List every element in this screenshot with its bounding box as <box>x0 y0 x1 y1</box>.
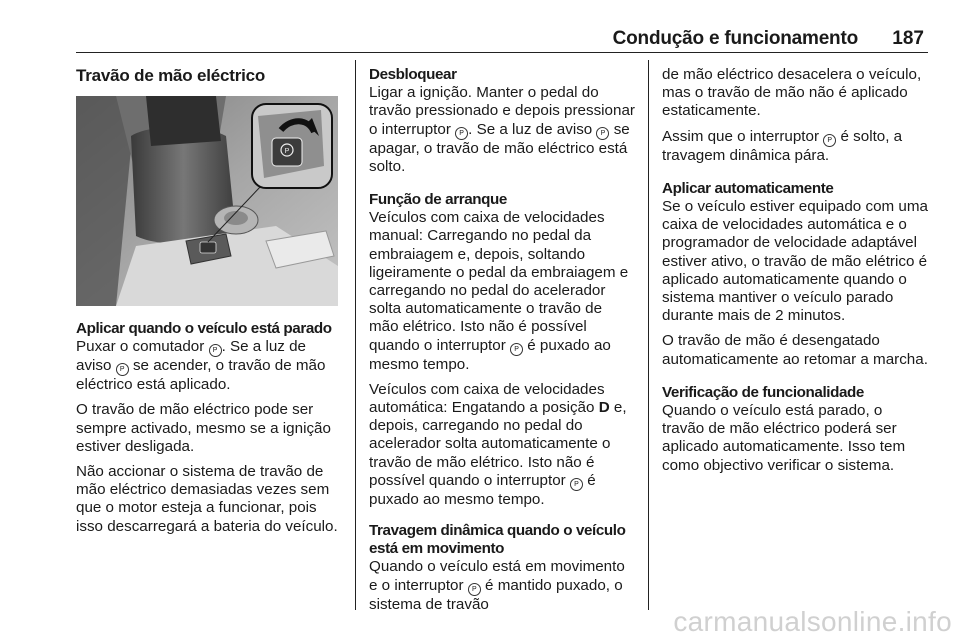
page-number: 187 <box>892 28 924 49</box>
heading-start-function: Função de arranque <box>369 191 507 209</box>
parking-brake-icon: P <box>510 343 523 356</box>
heading-function-check: Verificação de funcionalidade <box>662 383 864 401</box>
column-2 <box>369 66 635 621</box>
column-divider-2 <box>648 60 649 610</box>
paragraph-function-check: Quando o veículo está parado, o travão de mão eléctrico poderá ser aplicado automaticamente. Isso tem como objectivo verificar o sistema. <box>662 402 906 474</box>
page-header <box>76 24 928 54</box>
parking-brake-icon: P <box>570 478 583 491</box>
watermark: carmanualsonline.info <box>673 606 952 637</box>
paragraph-battery-warning: Não accionar o sistema de travão de mão eléctrico demasiadas vezes sem que o motor esteja a funcionar, pois isso descarregará a bateria do veículo. <box>76 463 338 535</box>
column-divider-1 <box>355 60 356 610</box>
parking-brake-icon: P <box>116 363 129 376</box>
svg-text:P: P <box>284 148 290 155</box>
paragraph-start-manual: Veículos com caixa de velocidades manual: Carregando no pedal da embraiagem e, depois, soltando ligeiramente o pedal da embraiagem e carregando no pedal do acelerador solta automaticamente o travão de mão elétrico. Isto não é possível quando o interruptor P é puxado ao mesmo tempo. <box>369 209 629 373</box>
section-title: Travão de mão eléctrico <box>76 66 266 85</box>
paragraph-dynamic-continued: de mão eléctrico desacelera o veículo, mas o travão de mão não é aplicado estaticamente. <box>662 66 922 120</box>
paragraph-always-active: O travão de mão eléctrico pode ser sempre activado, mesmo se a ignição estiver desligada. <box>76 401 331 455</box>
parking-brake-icon: P <box>455 127 468 140</box>
parking-brake-icon: P <box>468 583 481 596</box>
paragraph-dynamic-release: Assim que o interruptor P é solto, a travagem dinâmica pára. <box>662 127 903 164</box>
gear-position-d: D <box>598 399 610 417</box>
parking-brake-icon: P <box>823 134 836 147</box>
parking-brake-icon: P <box>209 344 222 357</box>
parking-brake-illustration <box>76 96 338 306</box>
heading-apply-stationary: Aplicar quando o veículo está parado <box>76 320 332 337</box>
heading-auto-apply: Aplicar automaticamente <box>662 179 834 197</box>
paragraph-dynamic: Quando o veículo está em movimento e o interruptor P é mantido puxado, o sistema de travão <box>369 558 625 613</box>
heading-release: Desbloquear <box>369 66 457 83</box>
header-divider <box>76 52 928 53</box>
heading-dynamic-braking: Travagem dinâmica quando o veículo está em movimento <box>369 522 626 558</box>
paragraph-auto-apply: Se o veículo estiver equipado com uma caixa de velocidades automática e o programador de velocidade adaptável estiver ativo, o travão de mão elétrico é aplicado automaticamente quando o sistema mantiver o veículo parado durante mais de 2 minutos. <box>662 198 928 325</box>
paragraph-release: Ligar a ignição. Manter o pedal do travão pressionado e depois pressionar o interruptor P . Se a luz de aviso P se apagar, o travão de mão eléctrico está solto. <box>369 84 635 175</box>
parking-brake-icon: P <box>596 127 609 140</box>
column-1 <box>76 320 342 543</box>
paragraph-apply: Puxar o comutador P . Se a luz de aviso P se acender, o travão de mão eléctrico está aplicado. <box>76 338 326 394</box>
paragraph-auto-release: O travão de mão é desengatado automaticamente ao retomar a marcha. <box>662 332 928 368</box>
page-title: Condução e funcionamento <box>612 28 858 49</box>
column-3 <box>662 66 928 482</box>
paragraph-start-automatic: Veículos com caixa de velocidades automática: Engatando a posição D e, depois, carregando no pedal do acelerador solta automaticamente o travão de mão elétrico. Isto não é possível quando o interruptor P é puxado ao mesmo tempo. <box>369 380 627 508</box>
